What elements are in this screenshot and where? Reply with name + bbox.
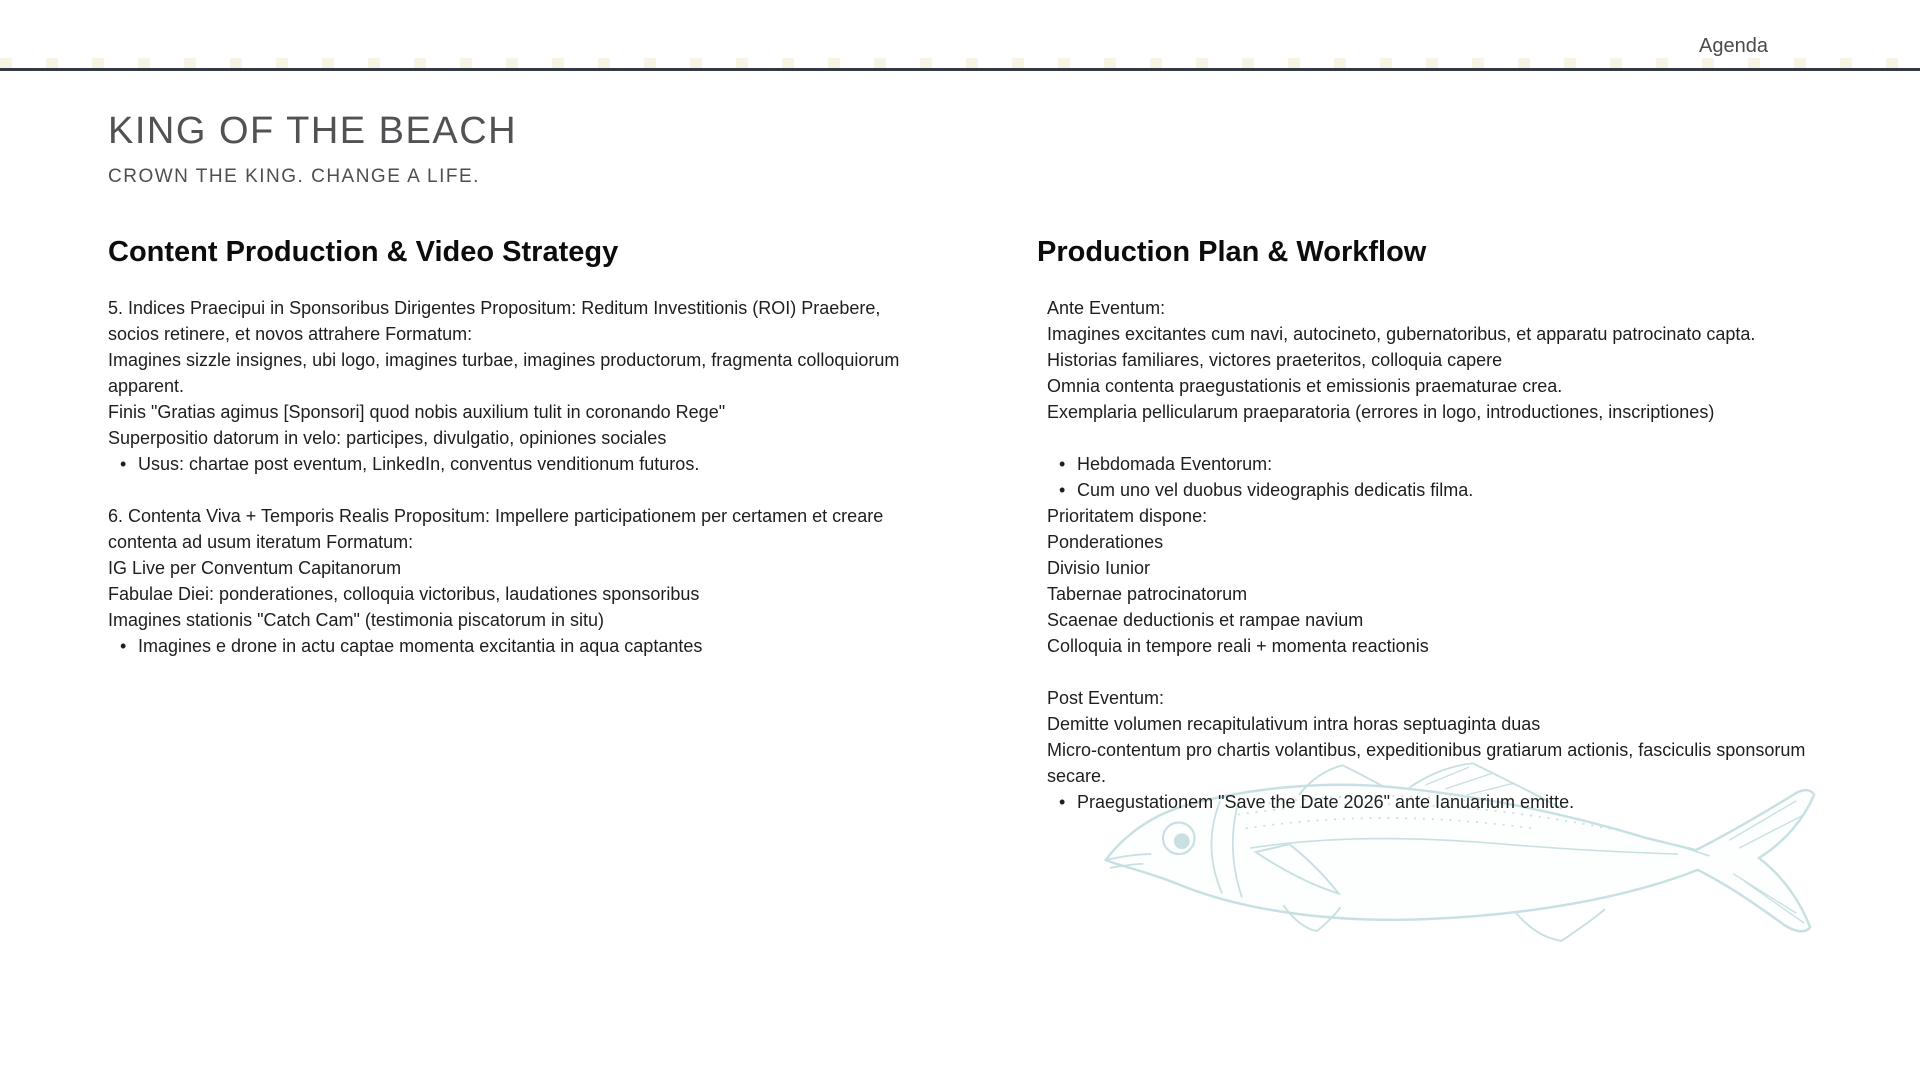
two-column-layout	[108, 235, 1920, 815]
bullet-item: • Hebdomada Eventorum:	[1077, 451, 1810, 477]
right-column	[1037, 235, 1810, 815]
text-line: Fabulae Diei: ponderationes, colloquia victoribus, laudationes sponsoribus	[108, 584, 700, 604]
nav-agenda-link[interactable]: Agenda	[1699, 35, 1768, 57]
bullet-item: • Usus: chartae post eventum, LinkedIn, conventus venditionum futuros.	[138, 451, 908, 477]
text-line: Imagines excitantes cum navi, autocineto, gubernatoribus, et apparatu patrocinato capta.	[1047, 324, 1756, 344]
paragraph	[108, 295, 908, 451]
text-line: Finis "Gratias agimus [Sponsori] quod nobis auxilium tulit in coronando Rege"	[108, 402, 726, 422]
top-nav-bar	[0, 0, 1920, 71]
text-line: Historias familiares, victores praeteritos, colloquia capere	[1047, 350, 1503, 370]
left-column-body	[108, 295, 908, 659]
text-line: Ponderationes	[1047, 532, 1164, 552]
text-line: Post Eventum:	[1047, 688, 1165, 708]
text-line: 6. Contenta Viva + Temporis Realis Propositum: Impellere participationem per certamen et creare contenta ad usum iteratum Formatum:	[108, 506, 884, 552]
paragraph	[1047, 685, 1810, 789]
text-line: Exemplaria pellicularum praeparatoria (errores in logo, introductiones, inscriptiones)	[1047, 402, 1715, 422]
text-line: Scaenae deductionis et rampae navium	[1047, 610, 1364, 630]
left-column	[108, 235, 908, 815]
paragraph	[1047, 503, 1810, 659]
left-column-heading: Content Production & Video Strategy	[108, 236, 619, 268]
text-line: Colloquia in tempore reali + momenta reactionis	[1047, 636, 1429, 656]
paragraph-gap	[1047, 659, 1810, 685]
text-line: Ante Eventum:	[1047, 298, 1166, 318]
bullet-list	[108, 451, 908, 477]
text-line: IG Live per Conventum Capitanorum	[108, 558, 402, 578]
paragraph-gap	[108, 477, 908, 503]
bullet-item: • Cum uno vel duobus videographis dedicatis filma.	[1077, 477, 1810, 503]
text-line: Tabernae patrocinatorum	[1047, 584, 1248, 604]
text-line: Prioritatem dispone:	[1047, 506, 1208, 526]
right-column-body	[1037, 295, 1810, 815]
text-line: Imagines stationis "Catch Cam" (testimonia piscatorum in situ)	[108, 610, 604, 630]
text-line: Divisio Iunior	[1047, 558, 1151, 578]
paragraph-gap	[1047, 425, 1810, 451]
text-line: Demitte volumen recapitulativum intra horas septuaginta duas	[1047, 714, 1541, 734]
text-line: Superpositio datorum in velo: participes, divulgatio, opiniones sociales	[108, 428, 667, 448]
decorative-pattern-strip	[0, 58, 1920, 68]
bullet-item: • Imagines e drone in actu captae momenta excitantia in aqua captantes	[138, 633, 908, 659]
text-line: Micro-contentum pro chartis volantibus, expeditionibus gratiarum actionis, fasciculis sponsorum secare.	[1047, 740, 1806, 786]
bullet-list	[108, 633, 908, 659]
bullet-list	[1047, 789, 1810, 815]
bullet-item: • Praegustationem "Save the Date 2026" ante Ianuarium emitte.	[1077, 789, 1810, 815]
page-subtitle: CROWN THE KING. CHANGE A LIFE.	[108, 166, 480, 187]
slide-content	[0, 71, 1920, 815]
text-line: 5. Indices Praecipui in Sponsoribus Dirigentes Propositum: Reditum Investitionis (ROI) Praebere, socios retinere, et novos attrahere Formatum:	[108, 298, 881, 344]
right-column-heading: Production Plan & Workflow	[1037, 236, 1427, 268]
page-title: KING OF THE BEACH	[108, 110, 518, 152]
text-line: Omnia contenta praegustationis et emissionis praematurae crea.	[1047, 376, 1563, 396]
text-line: Imagines sizzle insignes, ubi logo, imagines turbae, imagines productorum, fragmenta colloquiorum apparent.	[108, 350, 900, 396]
bullet-list	[1047, 451, 1810, 503]
paragraph	[108, 503, 908, 633]
paragraph	[1047, 295, 1810, 425]
